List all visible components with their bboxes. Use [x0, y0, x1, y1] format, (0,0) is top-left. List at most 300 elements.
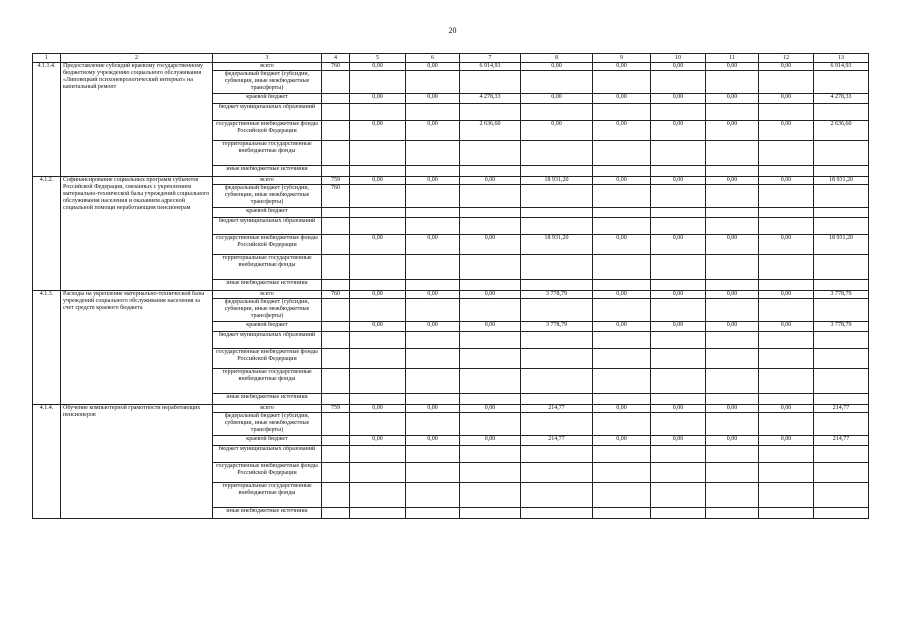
value-cell [350, 185, 406, 208]
value-cell [814, 280, 869, 291]
funding-source: краевой бюджет [213, 436, 322, 446]
budget-code [322, 218, 350, 235]
value-cell [814, 394, 869, 405]
value-cell [406, 299, 460, 322]
value-cell [759, 280, 814, 291]
budget-code [322, 235, 350, 255]
column-header: 12 [759, 54, 814, 63]
value-cell [814, 218, 869, 235]
value-cell [706, 446, 759, 463]
value-cell [350, 255, 406, 280]
budget-code [322, 349, 350, 369]
value-cell: 0,00 [593, 291, 651, 299]
value-cell: 0,00 [706, 436, 759, 446]
value-cell [521, 104, 593, 121]
value-cell [350, 369, 406, 394]
value-cell [406, 185, 460, 208]
value-cell [350, 104, 406, 121]
funding-source: территориальные государственные внебюджетные фонды [213, 369, 322, 394]
column-header: 3 [213, 54, 322, 63]
value-cell [460, 280, 521, 291]
budget-code [322, 394, 350, 405]
value-cell: 0,00 [406, 121, 460, 141]
value-cell: 0,00 [759, 63, 814, 71]
value-cell [651, 369, 706, 394]
value-cell: 0,00 [651, 436, 706, 446]
header-row [33, 54, 869, 63]
column-header: 5 [350, 54, 406, 63]
value-cell [460, 166, 521, 177]
value-cell [706, 218, 759, 235]
funding-source: федеральный бюджет (субсидии, субвенции, иные межбюджетные трансферты) [213, 299, 322, 322]
value-cell [651, 463, 706, 483]
value-cell [460, 71, 521, 94]
value-cell [406, 349, 460, 369]
value-cell: 0,00 [759, 405, 814, 413]
value-cell [814, 104, 869, 121]
value-cell [593, 299, 651, 322]
funding-source: государственные внебюджетные фонды Российской Федерации [213, 235, 322, 255]
value-cell [521, 185, 593, 208]
value-cell: 0,00 [593, 63, 651, 71]
value-cell: 0,00 [350, 235, 406, 255]
table-row [33, 405, 869, 413]
value-cell: 0,00 [593, 121, 651, 141]
value-cell: 0,00 [460, 405, 521, 413]
funding-source: краевой бюджет [213, 322, 322, 332]
value-cell: 0,00 [406, 291, 460, 299]
value-cell: 0,00 [651, 405, 706, 413]
value-cell [406, 141, 460, 166]
section-title: Предоставление субсидий краевому государственному бюджетному учреждению социального обслуживания «Липовецкий психоневрологический интернат» на капитальный ремонт [61, 63, 213, 177]
value-cell: 0,00 [350, 291, 406, 299]
section-number: 4.1.1.4. [33, 63, 61, 177]
column-header: 9 [593, 54, 651, 63]
value-cell: 0,00 [593, 235, 651, 255]
funding-source: государственные внебюджетные фонды Российской Федерации [213, 349, 322, 369]
value-cell: 0,00 [406, 63, 460, 71]
budget-code [322, 255, 350, 280]
value-cell [350, 218, 406, 235]
budget-code [322, 446, 350, 463]
funding-source: всего [213, 291, 322, 299]
value-cell: 0,00 [759, 94, 814, 104]
value-cell [350, 446, 406, 463]
section-title: Обучение компьютерной грамотности неработающих пенсионеров [61, 405, 213, 519]
value-cell [814, 463, 869, 483]
value-cell [521, 508, 593, 519]
value-cell [706, 483, 759, 508]
value-cell [406, 104, 460, 121]
value-cell: 4 278,33 [814, 94, 869, 104]
value-cell [350, 141, 406, 166]
value-cell [406, 166, 460, 177]
section-number: 4.1.4. [33, 405, 61, 519]
value-cell: 18 931,20 [814, 235, 869, 255]
table-row [33, 63, 869, 71]
value-cell [521, 255, 593, 280]
value-cell: 0,00 [593, 177, 651, 185]
value-cell [521, 463, 593, 483]
value-cell [759, 141, 814, 166]
value-cell: 0,00 [706, 235, 759, 255]
value-cell: 0,00 [651, 291, 706, 299]
value-cell [759, 394, 814, 405]
value-cell [759, 483, 814, 508]
value-cell [406, 483, 460, 508]
budget-code [322, 436, 350, 446]
value-cell [460, 508, 521, 519]
value-cell [521, 349, 593, 369]
value-cell [814, 483, 869, 508]
value-cell: 4 278,33 [460, 94, 521, 104]
funding-source: бюджет муниципальных образований [213, 332, 322, 349]
budget-code [322, 332, 350, 349]
value-cell [460, 349, 521, 369]
value-cell [651, 299, 706, 322]
value-cell [651, 218, 706, 235]
value-cell [460, 483, 521, 508]
value-cell [651, 280, 706, 291]
table-body [33, 54, 869, 519]
value-cell [759, 255, 814, 280]
value-cell: 0,00 [350, 63, 406, 71]
funding-source: государственные внебюджетные фонды Российской Федерации [213, 121, 322, 141]
budget-code [322, 141, 350, 166]
value-cell: 0,00 [460, 177, 521, 185]
value-cell: 3 778,79 [814, 291, 869, 299]
value-cell [521, 369, 593, 394]
column-header: 2 [61, 54, 213, 63]
value-cell [706, 71, 759, 94]
funding-source: всего [213, 63, 322, 71]
funding-source: федеральный бюджет (субсидии, субвенции, иные межбюджетные трансферты) [213, 413, 322, 436]
value-cell: 6 914,93 [460, 63, 521, 71]
budget-code [322, 369, 350, 394]
budget-code: 760 [322, 291, 350, 299]
value-cell: 0,00 [350, 436, 406, 446]
value-cell: 0,00 [350, 94, 406, 104]
value-cell: 6 914,93 [814, 63, 869, 71]
budget-code [322, 121, 350, 141]
value-cell [350, 463, 406, 483]
value-cell [651, 71, 706, 94]
value-cell [593, 218, 651, 235]
value-cell [706, 332, 759, 349]
value-cell [759, 299, 814, 322]
value-cell [350, 166, 406, 177]
value-cell [593, 185, 651, 208]
value-cell [814, 446, 869, 463]
value-cell [406, 463, 460, 483]
value-cell: 18 931,20 [521, 177, 593, 185]
value-cell [759, 218, 814, 235]
value-cell: 3 778,79 [521, 291, 593, 299]
value-cell [406, 208, 460, 218]
funding-source: всего [213, 405, 322, 413]
column-header: 13 [814, 54, 869, 63]
column-header: 4 [322, 54, 350, 63]
value-cell [651, 508, 706, 519]
value-cell [814, 369, 869, 394]
budget-code [322, 463, 350, 483]
value-cell [651, 141, 706, 166]
value-cell: 0,00 [706, 63, 759, 71]
value-cell: 0,00 [759, 291, 814, 299]
budget-code [322, 322, 350, 332]
value-cell [814, 71, 869, 94]
section-title: Софинансирование социальных программ субъектов Российской Федерации, связанных с укреплением материально-технической базы учреждений социального обслуживания населения и оказанием адресной социальной помощи неработающим пенсионерам [61, 177, 213, 291]
value-cell: 0,00 [406, 177, 460, 185]
funding-source: федеральный бюджет (субсидии, субвенции, иные межбюджетные трансферты) [213, 71, 322, 94]
value-cell: 0,00 [706, 177, 759, 185]
table-row [33, 177, 869, 185]
value-cell [759, 208, 814, 218]
value-cell [651, 208, 706, 218]
value-cell: 0,00 [406, 405, 460, 413]
value-cell [350, 483, 406, 508]
value-cell [593, 208, 651, 218]
value-cell [406, 280, 460, 291]
table-row [33, 291, 869, 299]
value-cell [814, 185, 869, 208]
value-cell [651, 104, 706, 121]
value-cell [706, 299, 759, 322]
value-cell [759, 104, 814, 121]
value-cell [706, 255, 759, 280]
value-cell [651, 185, 706, 208]
value-cell: 0,00 [759, 436, 814, 446]
value-cell: 0,00 [759, 121, 814, 141]
value-cell [593, 463, 651, 483]
value-cell [406, 71, 460, 94]
budget-code [322, 208, 350, 218]
value-cell [460, 208, 521, 218]
value-cell: 214,77 [814, 405, 869, 413]
value-cell [651, 332, 706, 349]
page-number: 20 [448, 26, 457, 35]
budget-code [322, 508, 350, 519]
value-cell [814, 255, 869, 280]
column-header: 10 [651, 54, 706, 63]
value-cell: 0,00 [460, 322, 521, 332]
value-cell [350, 71, 406, 94]
value-cell: 0,00 [706, 121, 759, 141]
value-cell [759, 413, 814, 436]
value-cell [521, 394, 593, 405]
value-cell [406, 446, 460, 463]
value-cell [460, 218, 521, 235]
value-cell [521, 299, 593, 322]
value-cell [460, 104, 521, 121]
funding-source: бюджет муниципальных образований [213, 104, 322, 121]
budget-code [322, 71, 350, 94]
value-cell [593, 141, 651, 166]
funding-source: бюджет муниципальных образований [213, 446, 322, 463]
value-cell: 0,00 [406, 235, 460, 255]
value-cell [593, 332, 651, 349]
value-cell [593, 166, 651, 177]
section-number: 4.1.2. [33, 177, 61, 291]
funding-source: иные внебюджетные источники [213, 280, 322, 291]
value-cell [651, 394, 706, 405]
value-cell: 18 931,20 [814, 177, 869, 185]
value-cell [460, 141, 521, 166]
value-cell [460, 413, 521, 436]
value-cell [706, 104, 759, 121]
value-cell [814, 299, 869, 322]
value-cell [814, 166, 869, 177]
value-cell [521, 141, 593, 166]
value-cell [759, 332, 814, 349]
value-cell [593, 446, 651, 463]
funding-source: всего [213, 177, 322, 185]
value-cell: 0,00 [651, 63, 706, 71]
value-cell: 0,00 [706, 94, 759, 104]
value-cell: 0,00 [460, 235, 521, 255]
value-cell [406, 369, 460, 394]
value-cell [593, 508, 651, 519]
value-cell: 214,77 [814, 436, 869, 446]
funding-source: бюджет муниципальных образований [213, 218, 322, 235]
value-cell [593, 71, 651, 94]
funding-source: краевой бюджет [213, 94, 322, 104]
value-cell: 0,00 [460, 436, 521, 446]
value-cell: 0,00 [593, 436, 651, 446]
value-cell [350, 394, 406, 405]
value-cell: 0,00 [460, 291, 521, 299]
value-cell [460, 332, 521, 349]
value-cell: 0,00 [759, 177, 814, 185]
value-cell [759, 463, 814, 483]
budget-code [322, 413, 350, 436]
value-cell [406, 394, 460, 405]
value-cell: 0,00 [651, 235, 706, 255]
column-header: 8 [521, 54, 593, 63]
value-cell [593, 349, 651, 369]
value-cell [759, 349, 814, 369]
value-cell: 0,00 [406, 322, 460, 332]
value-cell [706, 280, 759, 291]
budget-code: 759 [322, 177, 350, 185]
value-cell [521, 208, 593, 218]
value-cell [521, 332, 593, 349]
value-cell: 0,00 [759, 235, 814, 255]
budget-code: 760 [322, 185, 350, 208]
value-cell: 0,00 [651, 322, 706, 332]
value-cell: 0,00 [706, 405, 759, 413]
value-cell [406, 332, 460, 349]
column-header: 11 [706, 54, 759, 63]
value-cell [350, 508, 406, 519]
budget-code [322, 104, 350, 121]
budget-code [322, 299, 350, 322]
value-cell [651, 166, 706, 177]
value-cell [460, 394, 521, 405]
value-cell [406, 508, 460, 519]
value-cell [460, 446, 521, 463]
budget-code: 760 [322, 63, 350, 71]
value-cell [521, 280, 593, 291]
value-cell [460, 463, 521, 483]
value-cell: 18 931,20 [521, 235, 593, 255]
value-cell: 214,77 [521, 436, 593, 446]
value-cell: 0,00 [406, 94, 460, 104]
value-cell [593, 483, 651, 508]
value-cell [814, 208, 869, 218]
value-cell [460, 255, 521, 280]
value-cell: 0,00 [593, 94, 651, 104]
funding-source: государственные внебюджетные фонды Российской Федерации [213, 463, 322, 483]
value-cell [406, 218, 460, 235]
value-cell [593, 413, 651, 436]
value-cell [350, 299, 406, 322]
value-cell [706, 141, 759, 166]
funding-source: иные внебюджетные источники [213, 508, 322, 519]
value-cell [706, 508, 759, 519]
value-cell: 0,00 [406, 436, 460, 446]
budget-table [32, 53, 869, 519]
value-cell [706, 185, 759, 208]
budget-code [322, 280, 350, 291]
value-cell [759, 166, 814, 177]
value-cell [814, 141, 869, 166]
value-cell [651, 413, 706, 436]
budget-code [322, 166, 350, 177]
value-cell [759, 185, 814, 208]
value-cell: 0,00 [350, 322, 406, 332]
funding-source: территориальные государственные внебюджетные фонды [213, 141, 322, 166]
funding-source: краевой бюджет [213, 208, 322, 218]
value-cell: 0,00 [593, 405, 651, 413]
value-cell [706, 413, 759, 436]
value-cell: 2 636,60 [460, 121, 521, 141]
funding-source: иные внебюджетные источники [213, 166, 322, 177]
value-cell: 0,00 [350, 405, 406, 413]
value-cell [593, 104, 651, 121]
value-cell: 0,00 [521, 63, 593, 71]
value-cell [521, 71, 593, 94]
column-header: 6 [406, 54, 460, 63]
value-cell [350, 208, 406, 218]
column-header: 1 [33, 54, 61, 63]
value-cell: 0,00 [759, 322, 814, 332]
value-cell [759, 446, 814, 463]
value-cell [651, 255, 706, 280]
value-cell: 0,00 [651, 121, 706, 141]
value-cell [593, 280, 651, 291]
value-cell [593, 255, 651, 280]
value-cell [814, 332, 869, 349]
value-cell: 0,00 [651, 94, 706, 104]
budget-code: 759 [322, 405, 350, 413]
value-cell [593, 394, 651, 405]
value-cell: 3 778,79 [521, 322, 593, 332]
value-cell: 0,00 [706, 291, 759, 299]
value-cell [521, 413, 593, 436]
funding-source: федеральный бюджет (субсидии, субвенции, иные межбюджетные трансферты) [213, 185, 322, 208]
value-cell [460, 299, 521, 322]
section-title: Расходы на укрепление материально-технической базы учреждений социального обслуживания населения за счет средств краевого бюджета [61, 291, 213, 405]
funding-source: иные внебюджетные источники [213, 394, 322, 405]
value-cell [406, 413, 460, 436]
value-cell [460, 185, 521, 208]
value-cell [706, 166, 759, 177]
value-cell [460, 369, 521, 394]
value-cell: 3 778,79 [814, 322, 869, 332]
value-cell: 0,00 [593, 322, 651, 332]
value-cell: 0,00 [350, 121, 406, 141]
